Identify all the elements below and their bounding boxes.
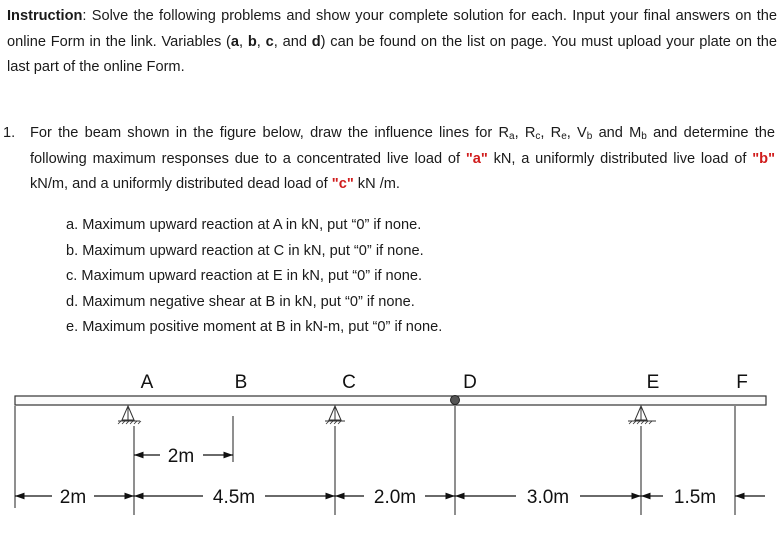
beam [15,396,766,405]
dim-label-2: 4.5m [212,487,256,508]
sub-c: c [535,131,541,142]
list-item: c. Maximum upward reaction at E in kN, put “0” if none. [66,268,423,284]
sep-3: , and [273,33,312,50]
instruction-paragraph [7,4,777,81]
point-label-e: E [646,372,660,393]
problem-text-7: kN, a uniformly distributed live load of [487,150,753,167]
problem-text-1: For the beam shown in the figure below, draw the influence lines for R [30,125,510,141]
dim-label-5: 1.5m [673,487,717,508]
point-label-c: C [342,372,356,393]
point-label-b: B [234,372,248,393]
problem-text-4: , V [566,125,587,141]
point-label-f: F [736,372,748,393]
point-label-a: A [140,372,154,393]
sub-items-list [66,213,442,341]
point-label-d: D [463,372,477,393]
load-b-value: "b" [752,150,775,167]
sep-2: , [256,33,266,50]
problem-text-3: , R [540,125,562,141]
sub-vb: b [586,131,593,142]
variable-c: c [265,33,274,50]
list-item: d. Maximum negative shear at B in kN, put “0” if none. [66,293,415,310]
problem-text-9: kN /m. [353,176,400,192]
dim-label-1: 2m [59,487,87,508]
problem-text-6: and determine the following maximum responses due to a concentrated live load of [30,125,776,167]
hinge-d [451,396,460,405]
beam-figure [0,355,783,535]
sub-e: e [561,131,567,142]
problem-text-8: kN/m, and a uniformly distributed dead load of [30,176,332,192]
problem-text-5: and M [592,125,642,141]
problem-number: 1. [3,125,16,141]
dim-a-to-b [134,446,233,467]
list-item: a. Maximum upward reaction at A in kN, put “0” if none. [66,217,422,233]
support-e [628,406,656,424]
instruction-text-1: : Solve the following problems and show your complete solution for each. Input your final answers on the online Form in the link. Variables ( [7,8,777,50]
dim-label-4: 3.0m [526,487,570,508]
list-item: b. Maximum upward reaction at C in kN, put “0” if none. [66,242,424,259]
variable-d: d [311,33,321,50]
instruction-lead: Instruction [7,8,83,24]
instruction-text-2: ) can be found on the list on page. You must upload your plate on the last part of the online Form. [7,33,778,75]
list-item: e. Maximum positive moment at B in kN-m, put “0” if none. [66,319,443,335]
problem-text-2: , R [514,125,536,141]
load-a-value: "a" [465,150,488,167]
sub-a: a [509,131,515,142]
dim-label-ab: 2m [167,446,195,467]
support-a [118,406,141,424]
load-c-value: "c" [331,176,354,192]
support-c [325,406,345,424]
sep-1: , [239,33,248,50]
dim-label-3: 2.0m [373,487,417,508]
sub-mb: b [641,131,647,142]
variable-b: b [247,33,257,50]
problem-statement [30,121,775,198]
variable-a: a [230,33,240,50]
